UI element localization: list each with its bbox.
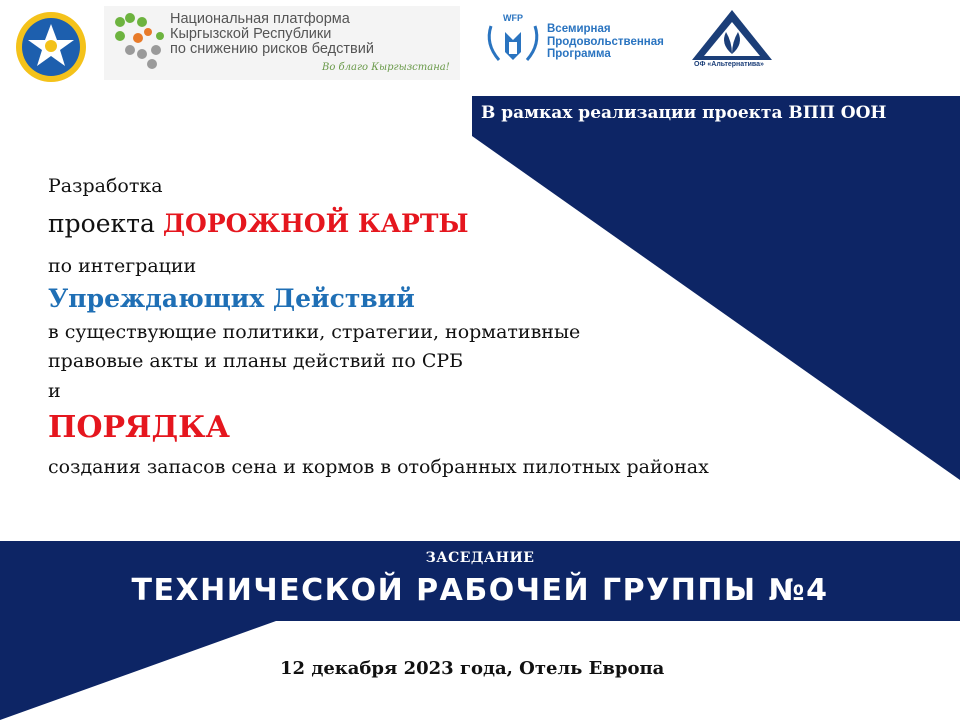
title-line-3: по интеграции [48, 255, 197, 277]
title-line-7: и [48, 380, 61, 402]
title-line-1: Разработка [48, 175, 163, 197]
alternative-foundation-logo-icon [690, 8, 774, 62]
platform-slogan: Во благо Кыргызстана! [322, 62, 450, 73]
title-line-5: в существующие политики, стратегии, нормативные [48, 321, 581, 343]
wfp-wreath-icon [481, 18, 545, 68]
logo-bar [0, 0, 960, 88]
alternative-foundation-name: ОФ «Альтернатива» [694, 61, 764, 68]
title-line-6: правовые акты и планы действий по СРБ [48, 350, 464, 372]
roadmap-highlight: ДОРОЖНОЙ КАРТЫ [162, 209, 469, 238]
emergency-ministry-emblem-icon [14, 10, 88, 84]
date-venue: 12 декабря 2023 года, Отель Европа [280, 658, 665, 679]
meeting-title: ТЕХНИЧЕСКОЙ РАБОЧЕЙ ГРУППЫ №4 [131, 573, 829, 608]
title-line-2-prefix: проекта [48, 209, 163, 238]
navy-triangle-bottom-left [0, 621, 276, 720]
project-banner-text: В рамках реализации проекта ВПП ООН [481, 103, 887, 123]
platform-name: Национальная платформа Кыргызской Республики по снижению рисков бедствий [170, 11, 374, 57]
wfp-name: Всемирная Продовольственная Программа [547, 23, 664, 60]
anticipatory-actions-highlight: Упреждающих Действий [48, 284, 415, 313]
meeting-label: ЗАСЕДАНИЕ [425, 550, 535, 566]
title-line-2 [48, 209, 468, 238]
title-line-9: создания запасов сена и кормов в отобранных пилотных районах [48, 456, 709, 478]
platform-flower-icon [108, 10, 172, 76]
navy-triangle-right [472, 136, 960, 480]
procedure-highlight: ПОРЯДКА [48, 410, 230, 445]
wfp-abbreviation: WFP [503, 13, 523, 23]
